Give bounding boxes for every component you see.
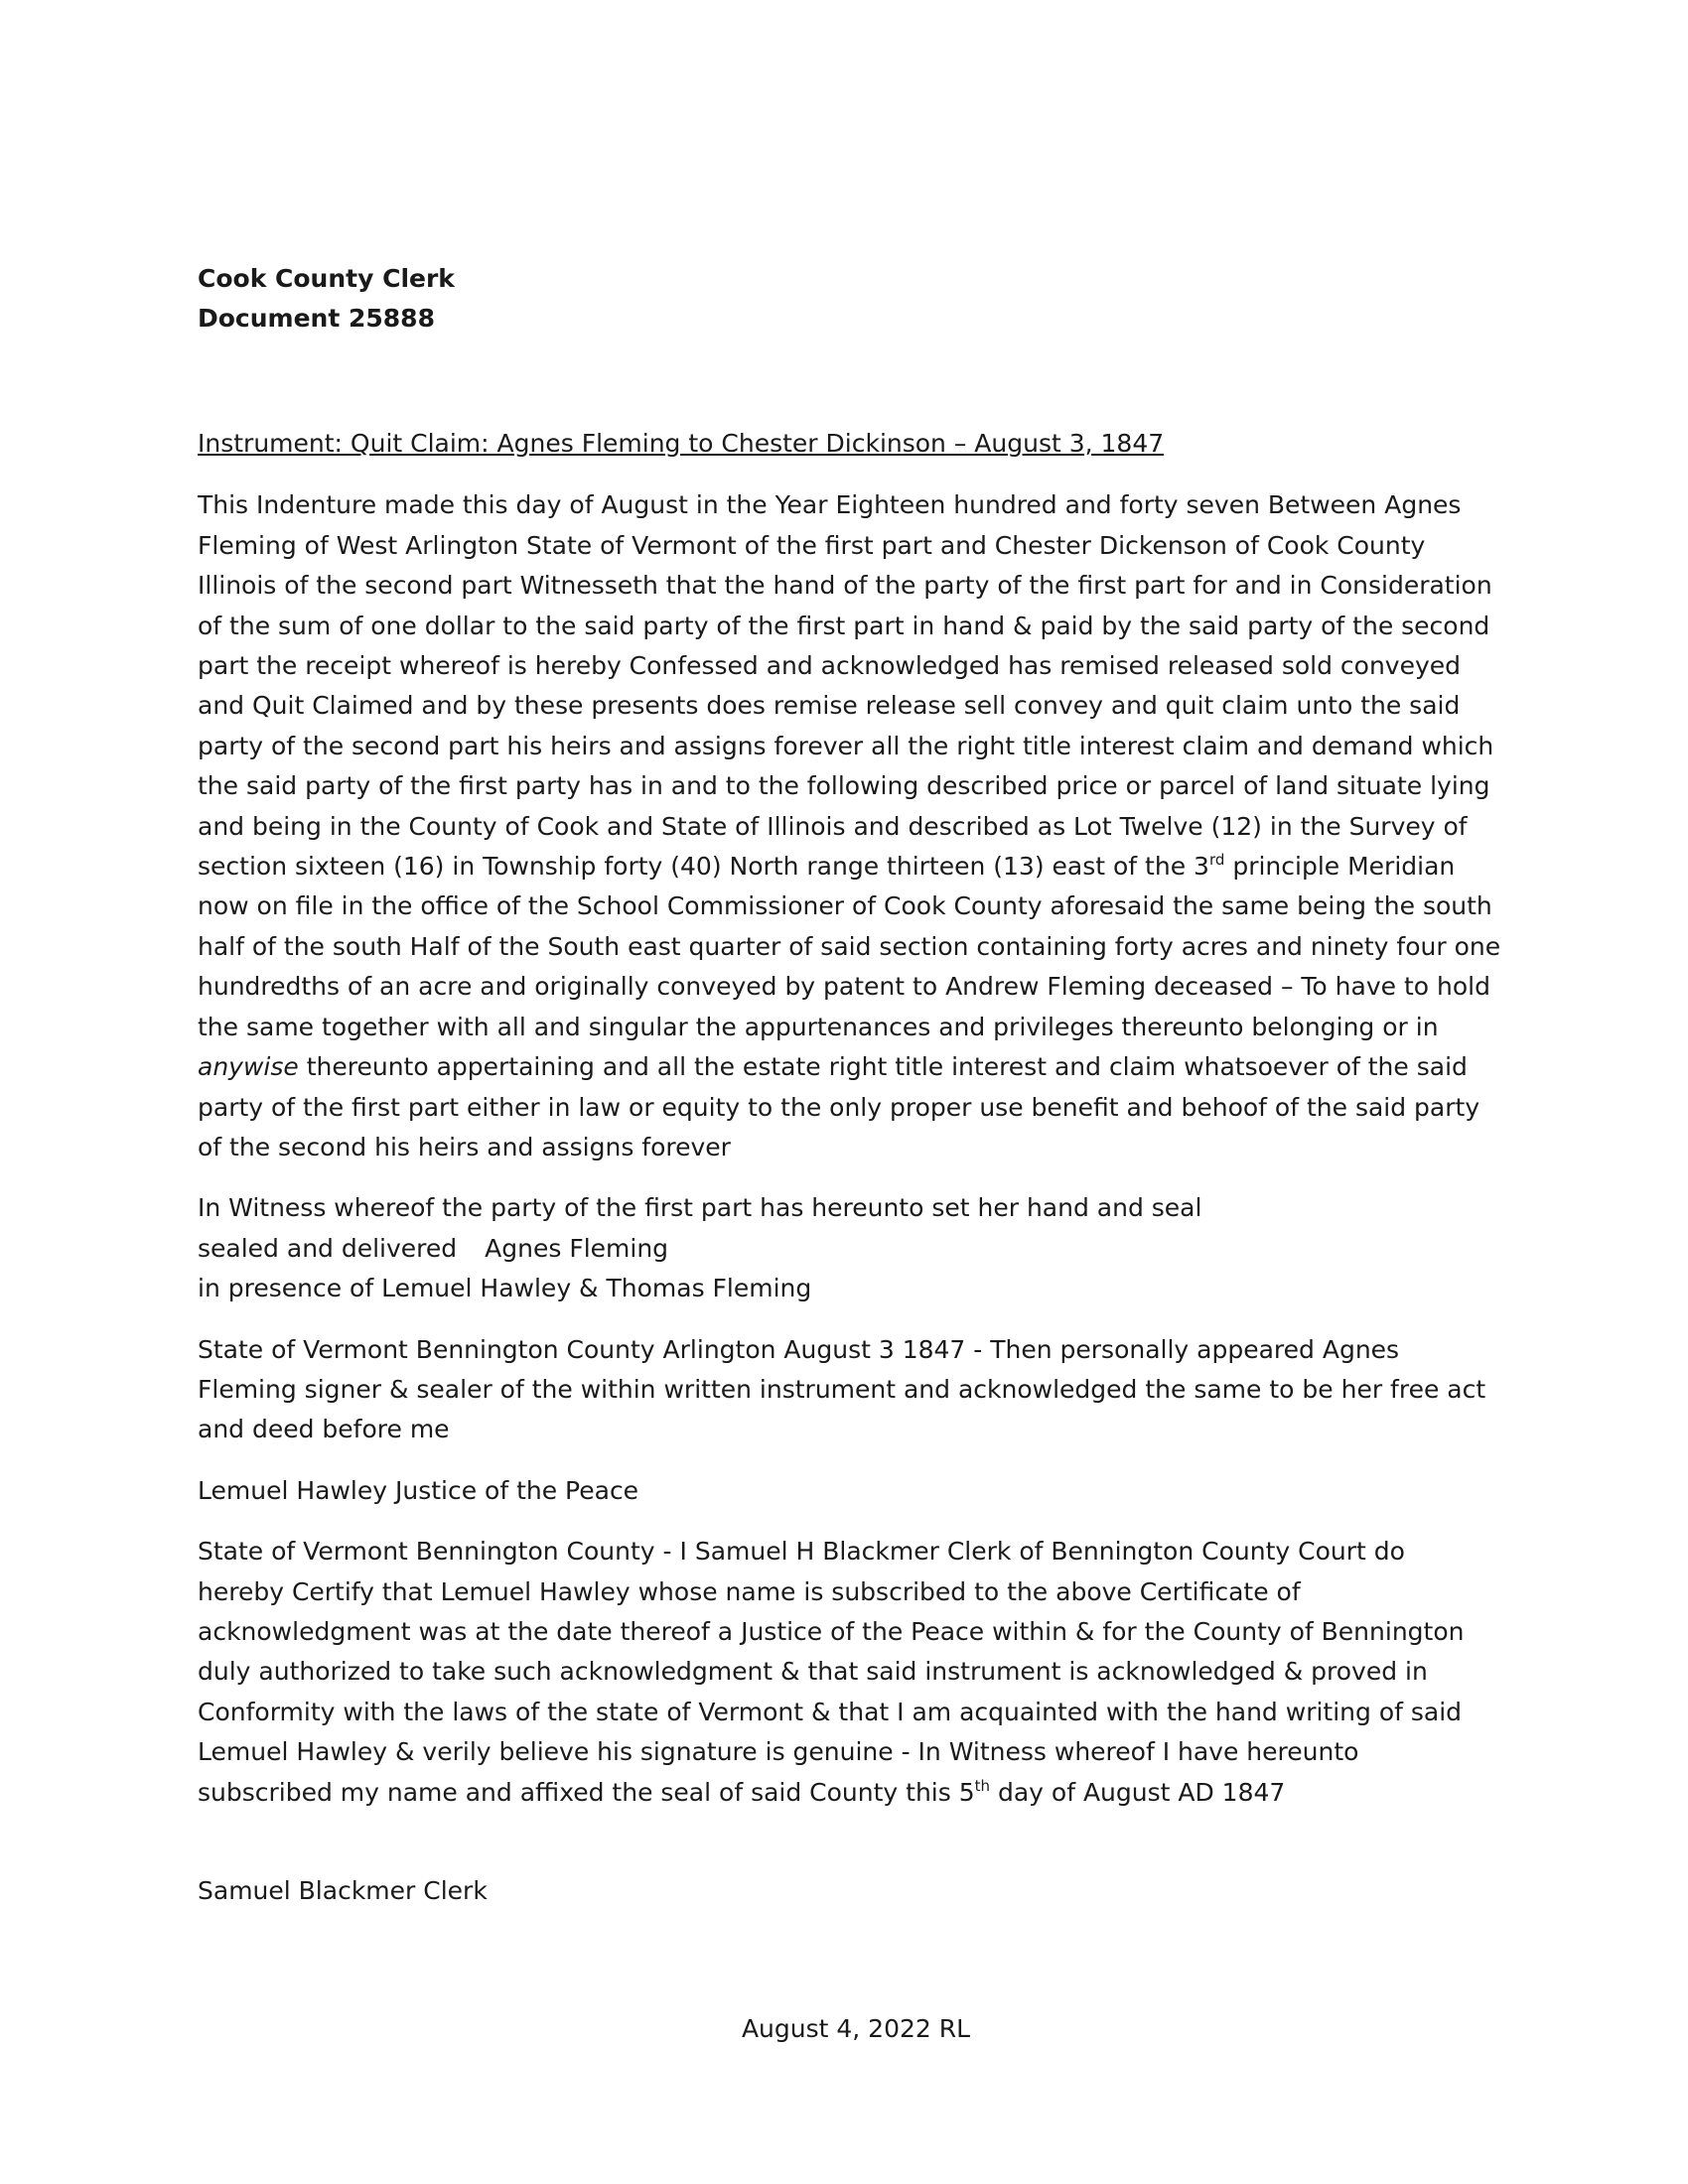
certificate-line: duly authorized to take such acknowledgment & that said instrument is acknowledged & proved in: [198, 1657, 1428, 1687]
witness-line: [198, 1234, 668, 1263]
indenture-paragraph: [198, 485, 1501, 1167]
indenture-line: and being in the County of Cook and State of Illinois and described as Lot Twelve (12) in the Survey of: [198, 811, 1468, 841]
witness-line: in presence of Lemuel Hawley & Thomas Fleming: [198, 1274, 812, 1303]
document-body: [198, 424, 1501, 1932]
indenture-line: This Indenture made this day of August in the Year Eighteen hundred and forty seven Between Agnes: [198, 490, 1462, 520]
acknowledgment-line: and deed before me: [198, 1415, 450, 1444]
certificate-text: subscribed my name and affixed the seal of said County this 5: [198, 1777, 975, 1807]
acknowledgment-paragraph: [198, 1330, 1498, 1450]
indenture-line: party of the first part either in law or equity to the only proper use benefit and behoof of the said party: [198, 1092, 1480, 1122]
acknowledgment-line: Fleming signer & sealer of the within written instrument and acknowledged the same to be her free act: [198, 1374, 1486, 1404]
certificate-line: State of Vermont Bennington County - I Samuel H Blackmer Clerk of Bennington County Court do: [198, 1537, 1405, 1567]
indenture-text: section sixteen (16) in Township forty (40) North range thirteen (13) east of the 3: [198, 852, 1209, 882]
justice-signature: Lemuel Hawley Justice of the Peace: [198, 1475, 639, 1505]
indenture-line: part the receipt whereof is hereby Confessed and acknowledged has remised released sold conveyed: [198, 651, 1462, 681]
italic-word: anywise: [198, 1052, 299, 1082]
indenture-line: Fleming of West Arlington State of Vermont of the first part and Chester Dickenson of Cook County: [198, 530, 1426, 560]
indenture-line: of the second his heirs and assigns forever: [198, 1132, 731, 1161]
witness-line: In Witness whereof the party of the first part has hereunto set her hand and seal: [198, 1193, 1202, 1223]
certificate-paragraph: [198, 1532, 1498, 1813]
page-footer: August 4, 2022 RL: [741, 2014, 971, 2043]
certificate-line: Lemuel Hawley & verily believe his signature is genuine - In Witness whereof I have hereunto: [198, 1737, 1359, 1767]
indenture-line: hundredths of an acre and originally conveyed by patent to Andrew Fleming deceased – To have to hold: [198, 972, 1490, 1002]
clerk-signature: Samuel Blackmer Clerk: [198, 1876, 488, 1905]
indenture-line: and Quit Claimed and by these presents does remise release sell convey and quit claim unto the said: [198, 691, 1461, 721]
certificate-line: [198, 1778, 1285, 1807]
certificate-line: acknowledgment was at the date thereof a Justice of the Peace within & for the County of Bennington: [198, 1616, 1465, 1646]
indenture-line: party of the second part his heirs and assigns forever all the right title interest claim and demand which: [198, 731, 1494, 760]
ordinal-superscript: rd: [1208, 851, 1225, 870]
grantor-signature: Agnes Fleming: [485, 1233, 669, 1263]
certificate-line: hereby Certify that Lemuel Hawley whose name is subscribed to the above Certificate of: [198, 1576, 1301, 1606]
header-document-number: Document 25888: [198, 304, 435, 333]
header-county-clerk: Cook County Clerk: [198, 264, 455, 293]
certificate-text: day of August AD 1847: [990, 1777, 1286, 1807]
indenture-line: the said party of the first party has in and to the following described price or parcel of land situate lying: [198, 771, 1490, 801]
indenture-line: of the sum of one dollar to the said party of the first part in hand & paid by the said party of the second: [198, 611, 1490, 640]
instrument-title: Instrument: Quit Claim: Agnes Fleming to Chester Dickinson – August 3, 1847: [198, 429, 1165, 458]
indenture-line: the same together with all and singular the appurtenances and privileges thereunto belonging or in: [198, 1012, 1439, 1041]
document-header: [198, 259, 455, 339]
indenture-text: principle Meridian: [1224, 852, 1456, 882]
indenture-text: thereunto appertaining and all the estate right title interest and claim whatsoever of the said: [298, 1052, 1468, 1082]
sealed-delivered-text: sealed and delivered: [198, 1233, 458, 1263]
indenture-line: now on file in the office of the School Commissioner of Cook County aforesaid the same being the south: [198, 891, 1492, 921]
certificate-line: Conformity with the laws of the state of Vermont & that I am acquainted with the hand writing of said: [198, 1697, 1463, 1726]
indenture-line: Illinois of the second part Witnesseth that the hand of the party of the first part for and in Consideration: [198, 571, 1492, 601]
acknowledgment-line: State of Vermont Bennington County Arlington August 3 1847 - Then personally appeared Agnes: [198, 1334, 1400, 1364]
indenture-line: [198, 1052, 1468, 1081]
witness-paragraph: [198, 1188, 1498, 1308]
ordinal-superscript: th: [974, 1776, 991, 1795]
indenture-line: half of the south Half of the South east quarter of said section containing forty acres and ninety four one: [198, 931, 1501, 961]
indenture-line: [198, 852, 1455, 881]
